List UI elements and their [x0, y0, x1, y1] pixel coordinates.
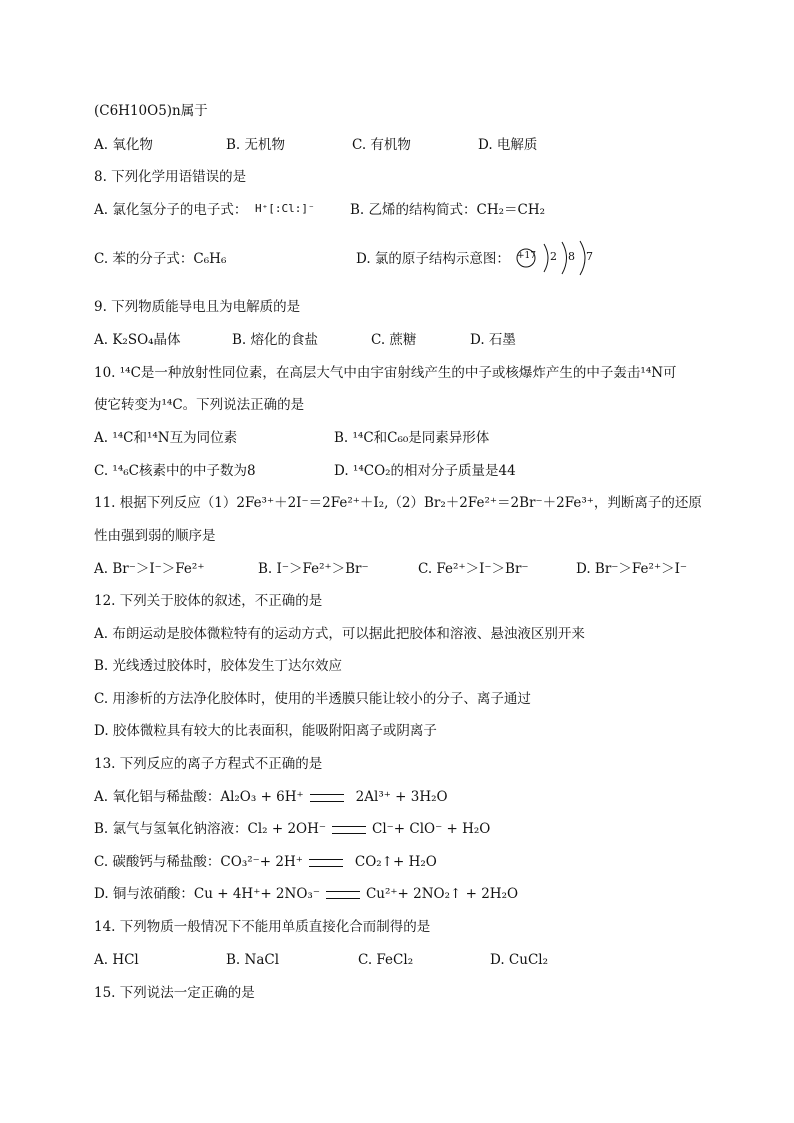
q13-a-reactants: A. 氧化铝与稀盐酸：Al₂O₃ + 6H⁺ — [94, 789, 304, 805]
q13-b-products: Cl⁻+ ClO⁻ + H₂O — [372, 821, 491, 837]
shell-2: 8 — [568, 250, 575, 263]
q14-stem: 14. 下列物质一般情况下不能用单质直接化合而制得的是 — [94, 919, 431, 935]
q13-option-c — [94, 853, 437, 871]
q10-option-b: B. ¹⁴C和C₆₀是同素异形体 — [334, 430, 490, 446]
q7-option-b: B. 无机物 — [226, 137, 286, 153]
equals-sign-icon — [310, 794, 344, 802]
q10-option-a: A. ¹⁴C和¹⁴N互为同位素 — [94, 430, 238, 446]
nucleus-charge: +17 — [517, 251, 536, 261]
q7-option-d: D. 电解质 — [478, 137, 538, 153]
q9-option-c: C. 蔗糖 — [371, 332, 417, 348]
chlorine-atom-diagram — [514, 238, 604, 278]
q13-option-d — [94, 885, 518, 903]
electron-formula: H⁺[:Cl:]⁻ — [255, 202, 315, 215]
q10-stem-line2: 使它转变为¹⁴C。下列说法正确的是 — [94, 397, 305, 413]
q10-option-c: C. ¹⁴₆C核素中的中子数为8 — [94, 463, 256, 479]
q15-stem: 15. 下列说法一定正确的是 — [94, 985, 255, 1001]
q9-stem: 9. 下列物质能导电且为电解质的是 — [94, 299, 301, 315]
q12-option-c: C. 用渗析的方法净化胶体时，使用的半透膜只能让较小的分子、离子通过 — [94, 691, 531, 707]
q12-stem: 12. 下列关于胶体的叙述，不正确的是 — [94, 593, 323, 609]
q13-option-b — [94, 820, 490, 838]
q7-option-a: A. 氧化物 — [94, 137, 153, 153]
q8-option-b: B. 乙烯的结构简式：CH₂＝CH₂ — [350, 202, 546, 218]
q14-option-d: D. CuCl₂ — [490, 952, 549, 968]
q11-option-d: D. Br⁻＞Fe²⁺＞I⁻ — [576, 561, 688, 577]
equals-sign-icon — [309, 859, 343, 867]
q13-d-reactants: D. 铜与浓硝酸：Cu + 4H⁺+ 2NO₃⁻ — [94, 886, 320, 902]
q12-option-b: B. 光线透过胶体时，胶体发生丁达尔效应 — [94, 658, 343, 674]
q13-c-products: CO₂↑+ H₂O — [354, 854, 437, 870]
q11-option-c: C. Fe²⁺＞I⁻＞Br⁻ — [418, 561, 529, 577]
q13-d-products: Cu²⁺+ 2NO₂↑ + 2H₂O — [365, 886, 519, 902]
q8-stem: 8. 下列化学用语错误的是 — [94, 169, 247, 185]
q8-option-a: A. 氯化氢分子的电子式： — [94, 202, 248, 218]
q8-option-c: C. 苯的分子式：C₆H₆ — [94, 251, 227, 267]
q13-c-reactants: C. 碳酸钙与稀盐酸：CO₃²⁻+ 2H⁺ — [94, 854, 303, 870]
q11-stem-line2: 性由强到弱的顺序是 — [94, 528, 216, 544]
q9-option-b: B. 熔化的食盐 — [232, 332, 319, 348]
equals-sign-icon — [326, 891, 360, 899]
equals-sign-icon — [332, 826, 366, 834]
q14-option-a: A. HCl — [94, 952, 139, 968]
q10-option-d: D. ¹⁴CO₂的相对分子质量是44 — [334, 463, 516, 479]
q8-option-d: D. 氯的原子结构示意图： — [356, 251, 510, 267]
q7-option-c: C. 有机物 — [352, 137, 411, 153]
q13-a-products: 2Al³⁺ + 3H₂O — [355, 789, 448, 805]
q11-stem-line1: 11. 根据下列反应（1）2Fe³⁺＋2I⁻＝2Fe²⁺＋I₂,（2）Br₂＋2Fe²⁺＝2Br⁻＋2Fe³⁺，判断离子的还原 — [94, 495, 702, 511]
q11-option-a: A. Br⁻＞I⁻＞Fe²⁺ — [94, 561, 205, 577]
q13-option-a — [94, 788, 448, 806]
q14-option-c: C. FeCl₂ — [358, 952, 414, 968]
q12-option-a: A. 布朗运动是胶体微粒特有的运动方式，可以据此把胶体和溶液、悬浊液区别开来 — [94, 626, 585, 642]
q7-tail: (C6H10O5)n属于 — [94, 103, 208, 119]
q13-b-reactants: B. 氯气与氢氧化钠溶液：Cl₂ + 2OH⁻ — [94, 821, 327, 837]
q12-option-d: D. 胶体微粒具有较大的比表面积，能吸附阳离子或阴离子 — [94, 723, 437, 739]
q9-option-d: D. 石墨 — [470, 332, 516, 348]
shell-1: 2 — [550, 250, 557, 263]
shell-3: 7 — [586, 250, 593, 263]
q11-option-b: B. I⁻＞Fe²⁺＞Br⁻ — [258, 561, 369, 577]
q10-stem-line1: 10. ¹⁴C是一种放射性同位素，在高层大气中由宇宙射线产生的中子或核爆炸产生的中子轰击¹⁴N可 — [94, 365, 677, 381]
q9-option-a: A. K₂SO₄晶体 — [94, 332, 181, 348]
q13-stem: 13. 下列反应的离子方程式不正确的是 — [94, 756, 323, 772]
q14-option-b: B. NaCl — [226, 952, 280, 968]
